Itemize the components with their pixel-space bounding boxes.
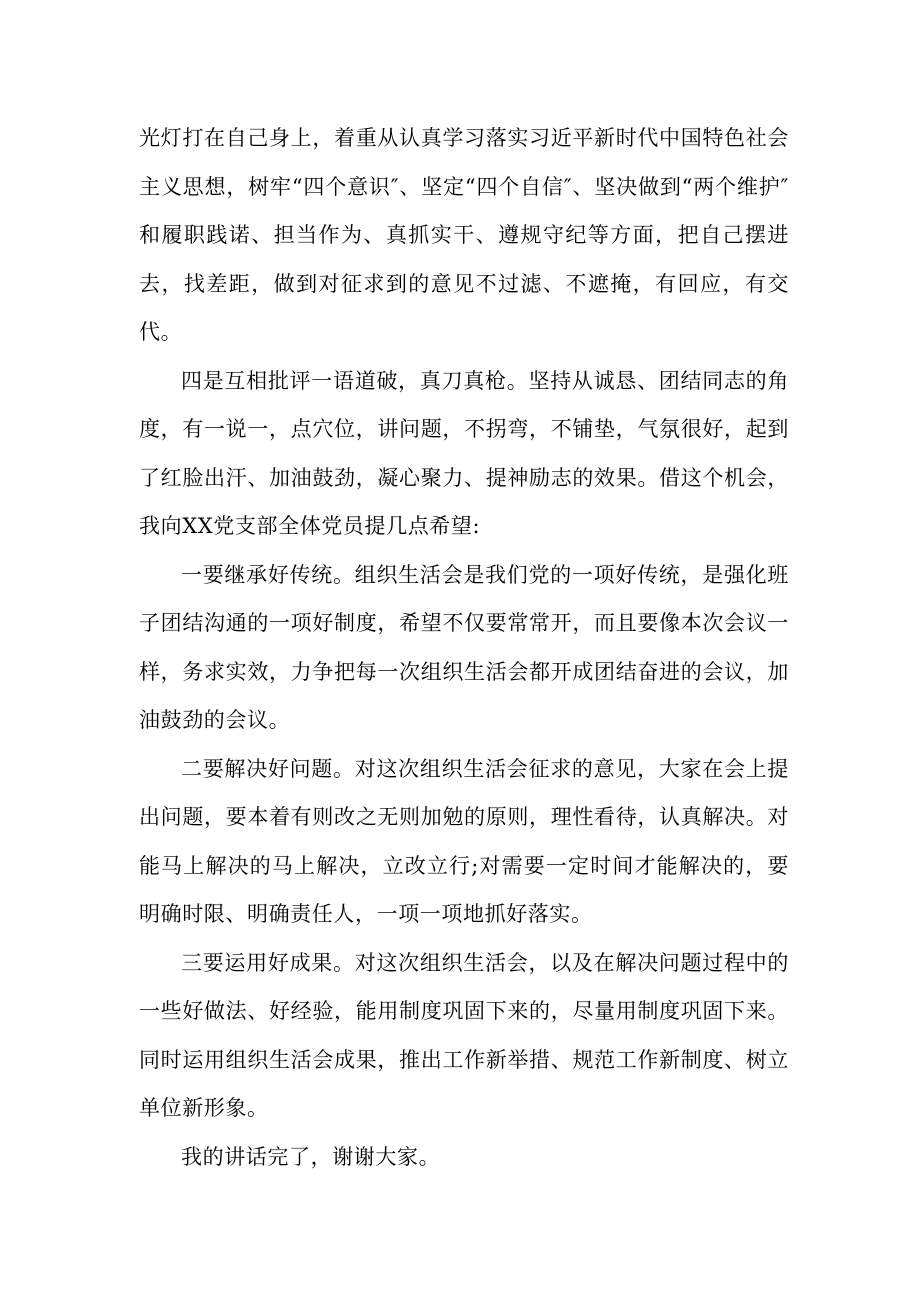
paragraph-closing: 我的讲话完了，谢谢大家。 bbox=[181, 1144, 441, 1169]
paragraph-hope-one: 一要继承好传统。组织生活会是我们党的一项好传统，是强化班子团结沟通的一项好制度，希望不仅要常常开，而且要像本次会议一样，务求实效，力争把每一次组织生活会都开成团结奋进的会议，加油鼓劲的会议。 bbox=[139, 562, 789, 732]
paragraph-hope-two: 二要解决好问题。对这次组织生活会征求的意见，大家在会上提出问题，要本着有则改之无则加勉的原则，理性看待，认真解决。对能马上解决的马上解决，立改立行;对需要一定时间才能解决的，要明确时限、明确责任人，一项一项地抓好落实。 bbox=[139, 756, 789, 926]
paragraph-point-four: 四是互相批评一语道破，真刀真枪。坚持从诚恳、团结同志的角度，有一说一，点穴位，讲问题，不拐弯，不铺垫，气氛很好，起到了红脸出汗、加油鼓劲，凝心聚力、提神励志的效果。借这个机会，我向XX党支部全体党员提几点希望: bbox=[139, 368, 789, 538]
document-body bbox=[139, 114, 789, 1181]
paragraph-continuation: 光灯打在自己身上，着重从认真学习落实习近平新时代中国特色社会主义思想，树牢“四个意识″、坚定“四个自信″、坚决做到“两个维护″和履职践诺、担当作为、真抓实干、遵规守纪等方面，把自己摆进去，找差距，做到对征求到的意见不过滤、不遮掩，有回应，有交代。 bbox=[139, 126, 789, 344]
paragraph-hope-three: 三要运用好成果。对这次组织生活会，以及在解决问题过程中的一些好做法、好经验，能用制度巩固下来的，尽量用制度巩固下来。同时运用组织生活会成果，推出工作新举措、规范工作新制度、树立单位新形象。 bbox=[139, 950, 789, 1120]
